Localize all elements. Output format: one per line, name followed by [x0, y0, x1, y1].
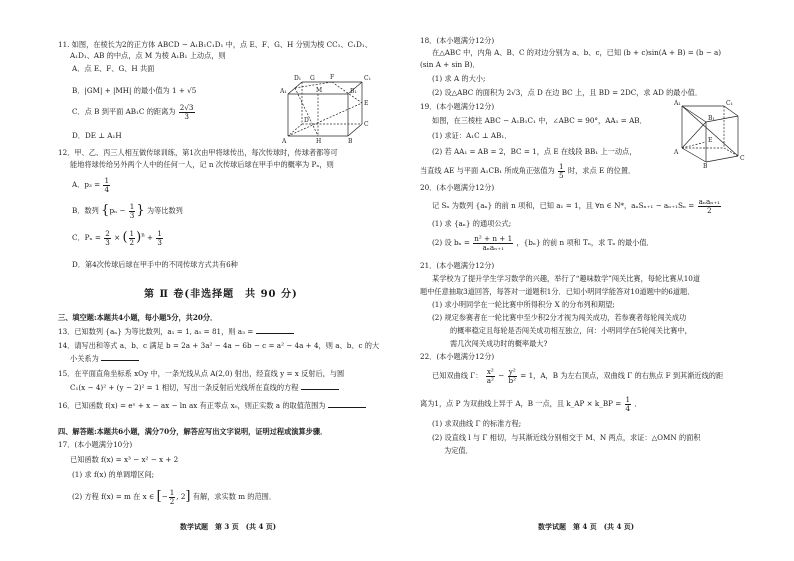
q21-line2: 题中任意抽取3道回答，每答对一道题积1分．已知小明同学能答对10道题中的6道题．: [420, 287, 695, 296]
label-C1: C₁: [726, 100, 733, 107]
q16: 16．已知函数 f(x) = eˣ + x − ax − ln ax 有正零点 x₀，则正实数 a 的取值范围为: [58, 401, 366, 410]
q21-part1: (1) 求小明同学在一轮比赛中所得积分 X 的分布列和期望;: [432, 300, 615, 309]
q20-part2: (2) 设 bₙ = $\frac{\text{n² + n + 1}}{\text{aₙaₙ₊₁}}$ ，{bₙ} 的前 n 项和 Tₙ，求 Tₙ 的最小值．: [432, 234, 654, 252]
label-B1: B₁: [708, 115, 715, 122]
q18-title: 18．(本小题满分12分): [420, 36, 495, 45]
q11-line2: A₁D₁、AB 的中点，点 M 为棱 A₁B₁ 上动点，则: [70, 51, 226, 60]
q22-part1: (1) 求双曲线 Γ 的标准方程;: [432, 419, 522, 428]
label-D1: D₁: [294, 75, 302, 82]
q19-line1: 如图，在三棱柱 ABC − A₁B₁C₁ 中，∠ABC = 90°，AA₁ = AB．: [432, 116, 647, 125]
label-A: A: [674, 149, 679, 156]
q22-title: 22．(本小题满分12分): [420, 352, 495, 361]
q22-line2: 离为1，点 P 为双曲线上异于 A，B 一点，且 k_AP × k_BP = $\frac{1}{4}$ ．: [420, 395, 642, 413]
left-page: [58, 0, 392, 561]
label-C1: C₁: [364, 75, 371, 82]
q17-part2: (2) 方程 f(x) = m 在 x ∈ [− $\frac{1}{2}$ , 2] 有解，求实数 m 的范围．: [72, 488, 277, 506]
q11-option-b: B．|GM| + |MH| 的最小值为 1 + √5: [72, 86, 197, 95]
q12-option-b: B．数列 {pₙ − $\frac{1}{3}$ } 为等比数列: [72, 202, 183, 220]
q17-function: 已知函数 f(x) = x³ − x² − x + 2: [70, 455, 179, 464]
q12-line2: 能地将球传给另外两个人中的任何一人，记 n 次传球后球在甲手中的概率为 Pₙ，则: [70, 160, 334, 169]
q14-line2: 小关系为: [70, 354, 139, 363]
right-page: [420, 0, 750, 561]
label-B1: B₁: [350, 88, 357, 95]
q22-part2-line1: (2) 设直线 l 与 Γ 相切，与其渐近线分别相交于 M、N 两点，求证：△OMN 的面积: [432, 433, 701, 442]
q13: 13．已知数列 {aₙ} 为等比数列，a₁ = 1, a₅ = 81，则 a₃ =: [58, 327, 294, 336]
q18-line1: 在△ABC 中，内角 A、B、C 的对边分别为 a、b、c，已知 (b + c)sin(A + B) = (b − a): [432, 48, 722, 57]
q22-line1: 已知双曲线 Γ： $\frac{\text{x²}}{\text{a²}}$ − $\frac{\text{y²}}{\text{b²}}$ = 1，A，B 为左右顶点，双曲线 Γ 的右焦点 F 到其渐近线的距: [432, 367, 724, 385]
q18-line2: (sin A + sin B)．: [420, 60, 480, 69]
label-C: C: [364, 121, 369, 128]
q15-line2: C₁(x − 4)² + (y − 2)² = 1 相切，写出一条反射后光线所在直线的方程: [70, 383, 339, 392]
label-A1: A₁: [674, 100, 681, 107]
q21-title: 21．(本小题满分12分): [420, 261, 495, 270]
q11-option-d: D．DE ⊥ A₁H: [72, 131, 122, 140]
label-D: D: [304, 117, 309, 124]
label-C: C: [740, 155, 745, 162]
q19-title: 19．(本小题满分12分): [420, 102, 495, 111]
cube-figure: [280, 62, 380, 144]
label-E: E: [708, 137, 713, 144]
label-G: G: [310, 75, 315, 82]
q19-part2-line2: 当直线 AE 与平面 A₁CB₁ 所成角正弦值为 $\frac{1}{5}$ 时，求点 E 的位置．: [420, 162, 636, 180]
q11-option-a: A．点 E、F、G、H 共面: [72, 64, 155, 73]
footer-page4: 数学试题 第 4 页 (共 4 页): [538, 522, 635, 531]
q21-part2-line1: (2) 规定参赛者在一轮比赛中至少积2分才视为闯关成功，若参赛者每轮闯关成功: [432, 313, 687, 322]
q18-part1: (1) 求 A 的大小;: [432, 74, 486, 83]
label-F: F: [330, 74, 335, 81]
label-A1: A₁: [280, 88, 287, 95]
q21-part2-line2: 的概率稳定且每轮是否闯关成功相互独立，问：小明同学在5轮闯关比赛中，: [450, 326, 692, 335]
label-B: B: [348, 138, 353, 144]
q12-option-d: D．第4次传球后球在甲手中的不同传球方式共有6种: [72, 260, 238, 269]
q21-line1: 某学校为了提升学生学习数学的兴趣，举行了“趣味数学”闯关比赛，每轮比赛从10道: [432, 274, 701, 283]
fill-section-heading: 三、填空题:本题共4小题，每小题5分，共20分．: [58, 313, 218, 322]
label-B: B: [703, 163, 708, 168]
q14-line1: 14．请写出和等式 a、b、c 满足 b = 2a + 3a² − 4a − 6b − c = a² − 4a + 4，则 a、b、c 的大: [58, 341, 380, 350]
prism-figure: [672, 98, 748, 168]
solve-section-heading: 四、解答题:本题共6小题，满分70分，解答应写出文字说明，证明过程或演算步骤．: [58, 427, 328, 436]
q17-title: 17．(本小题满分10分): [58, 440, 133, 449]
q17-part1: (1) 求 f(x) 的单调增区间;: [72, 470, 155, 479]
q12-line1: 12．甲、乙、丙三人相互做传球训练，第1次由甲将球传出，每次传球时，传球者都等可: [58, 148, 338, 157]
label-E: E: [364, 100, 369, 107]
q19-part1: (1) 求证：A₁C ⊥ AB₁．: [432, 131, 512, 140]
label-A: A: [282, 138, 287, 144]
q19-part2-line1: (2) 若 AA₁ = AB = 2，BC = 1，点 E 在线段 BB₁ 上一动点，: [432, 147, 637, 156]
q15-line1: 15．在平面直角坐标系 xOy 中，一条光线从点 A(2,0) 射出，经直线 y = x 反射后，与圆: [58, 369, 345, 378]
q21-part2-line3: 需几次闯关成功时的概率最大?: [450, 339, 548, 348]
q12-option-a: A．p₃ = $\frac{1}{4}$: [72, 176, 110, 194]
q20-title: 20．(本小题满分12分): [420, 183, 495, 192]
q11-option-c: C．点 B 到平面 AB₁C 的距离为 $\frac{2√3}{3}$: [72, 103, 194, 121]
q11-line1: 11. 如图，在棱长为2的正方体 ABCD − A₁B₁C₁D₁ 中，点 E、F、G、H 分别为棱 CC₁、C₁D₁、: [58, 40, 372, 49]
q20-part1: (1) 求 {aₙ} 的通项公式;: [432, 219, 512, 228]
label-M: M: [316, 87, 323, 94]
q12-option-c: C．Pₙ = $\frac{2}{3}$ × ( $\frac{1}{2}$ )$^n$ + $\frac{1}{3}$: [72, 229, 162, 247]
label-H: H: [316, 138, 322, 144]
q20-line1: 记 Sₙ 为数列 {aₙ} 的前 n 项和，已知 a₁ = 1，且 ∀n ∈ N*，aₙSₙ₊₁ − aₙ₊₁Sₙ = $\frac{\text{aₙaₙ₊₁}}{2}$: [432, 197, 721, 215]
footer-page3: 数学试题 第 3 页 (共 4 页): [180, 522, 277, 531]
q18-part2: (2) 设△ABC 的面积为 2√3，点 D 在边 BC 上，且 BD = 2DC，求 AD 的最小值．: [432, 88, 703, 97]
part2-heading: 第 Ⅱ 卷(非选择题 共 90 分): [144, 289, 298, 300]
q22-part2-line2: 为定值．: [444, 446, 473, 455]
